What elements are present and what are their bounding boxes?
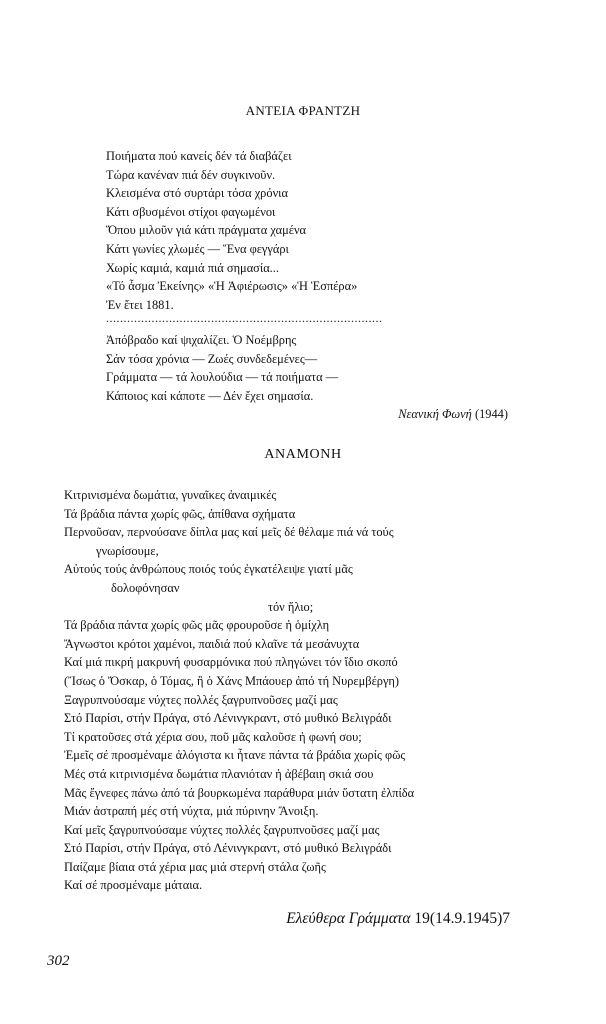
verse-line: Καί σέ προσμέναμε μάταια. bbox=[64, 878, 203, 893]
verse-line: δολοφόνησαν bbox=[111, 580, 180, 595]
page-number: 302 bbox=[47, 953, 70, 969]
poem1-stanza-1 bbox=[106, 147, 357, 314]
poem1-source bbox=[398, 407, 508, 422]
verse-line: Παίζαμε βίαια στά χέρια μας μιά στερνή στάλα ζωῆς bbox=[64, 859, 326, 874]
verse-line: Ὅπου μιλοῦν γιά κάτι πράγματα χαμένα bbox=[106, 223, 307, 238]
verse-line: Κάποιος καί κάποτε — Δέν ἔχει σημασία. bbox=[106, 388, 314, 403]
verse-line: Τά βράδια πάντα χωρίς φῶς μᾶς φρουροῦσε ἡ ὁμίχλη bbox=[64, 618, 330, 633]
poem1-stanza-2 bbox=[106, 331, 338, 405]
source-issue: 19(14.9.1945)7 bbox=[414, 910, 510, 927]
verse-line: Ἀπόβραδο καί ψιχαλίζει. Ὁ Νοέμβρης bbox=[106, 333, 297, 347]
verse-line: Σάν τόσα χρόνια — Ζωές συνδεδεμένες— bbox=[106, 351, 318, 366]
poem-title-anamoni: ΑΝΑΜΟΝΗ bbox=[264, 447, 342, 462]
verse-line: Στό Παρίσι, στήν Πράγα, στό Λένινγκραντ, στό μυθικό Βελιγράδι bbox=[64, 711, 392, 726]
verse-line: (Ἴσως ὁ Ὄσκαρ, ὁ Τόμας, ἢ ὁ Χάνς Μπάουερ ἀπό τή Νυρεμβέργη) bbox=[64, 673, 400, 688]
verse-line: Τά βράδια πάντα χωρίς φῶς, ἀπίθανα σχήματα bbox=[64, 506, 296, 521]
verse-line: Αὐτούς τούς ἀνθρώπους ποιός τούς ἐγκατέλειψε γιατί μᾶς bbox=[64, 562, 353, 577]
verse-line: Καί μιά πικρή μακρυνή φυσαρμόνικα πού πληγώνει τόν ἴδιο σκοπό bbox=[64, 655, 398, 670]
verse-line: Περνοῦσαν, περνούσανε δίπλα μας καί μεῖς δέ θέλαμε πιά νά τούς bbox=[64, 525, 394, 540]
verse-line: Γράμματα — τά λουλούδια — τά ποιήματα — bbox=[106, 370, 339, 385]
poem2-body bbox=[64, 486, 414, 895]
source-year: (1944) bbox=[474, 407, 508, 421]
verse-line: Τώρα κανέναν πιά δέν συγκινοῦν. bbox=[106, 167, 276, 182]
verse-line: Μές στά κιτρινισμένα δωμάτια πλανιόταν ἡ ἀβέβαιη σκιά σου bbox=[64, 766, 374, 781]
poem-title-anteia-frantzi: ΑΝΤΕΙΑ ΦΡΑΝΤΖΗ bbox=[245, 103, 361, 118]
verse-line: Ἐμεῖς σέ προσμέναμε ἀλόγιστα κι ἦτανε πάντα τά βράδια χωρίς φῶς bbox=[64, 748, 406, 763]
verse-line: Κιτρινισμένα δωμάτια, γυναῖκες ἀναιμικές bbox=[64, 488, 277, 502]
source-journal: Νεανική Φωνή bbox=[398, 407, 472, 421]
ellipsis-separator: ............................................................................... bbox=[106, 311, 383, 325]
verse-line: Ποιήματα πού κανείς δέν τά διαβάζει bbox=[106, 149, 292, 163]
verse-line: Μᾶς ἔγνεφες πάνω ἀπό τά βουρκωμένα παράθυρα μιάν ὕστατη ἐλπίδα bbox=[64, 785, 415, 800]
verse-line: «Τό ἆσμα Ἐκείνης» «Ἡ Ἀφιέρωσις» «Ἡ Ἑσπέρα» bbox=[106, 279, 358, 294]
poem2-source bbox=[286, 910, 510, 928]
verse-line: Χωρίς καμιά, καμιά πιά σημασία... bbox=[106, 260, 279, 275]
verse-line: Καί μεῖς ξαγρυπνούσαμε νύχτες πολλές ξαγρυπνοῦσες μαζί μας bbox=[64, 822, 380, 837]
verse-line: Ἐν ἔτει 1881. bbox=[106, 297, 174, 312]
verse-line: Μιάν ἀστραπή μές στή νύχτα, μιά πύρινην Ἄνοιξη. bbox=[64, 804, 319, 819]
source-journal: Ελεύθερα Γράμματα bbox=[286, 910, 411, 927]
verse-line: Τί κρατοῦσες στά χέρια σου, ποῦ μᾶς καλοῦσε ἡ φωνή σου; bbox=[64, 729, 362, 744]
verse-line: Κάτι σβυσμένοι στίχοι φαγωμένοι bbox=[106, 204, 276, 219]
verse-line: Ξαγρυπνούσαμε νύχτες πολλές ξαγρυπνοῦσες μαζί μας bbox=[64, 692, 338, 707]
verse-line: Ἄγνωστοι κρότοι χαμένοι, παιδιά πού κλαῖνε τά μεσάνυχτα bbox=[64, 636, 360, 651]
verse-line: Κάτι γωνίες χλωμές — Ἕνα φεγγάρι bbox=[106, 241, 289, 256]
verse-line: Στό Παρίσι, στήν Πράγα, στό Λένινγκραντ, στό μυθικό Βελιγράδι bbox=[64, 841, 392, 856]
verse-line: Κλεισμένα στό συρτάρι τόσα χρόνια bbox=[106, 186, 288, 201]
verse-line: τόν ἥλιο; bbox=[268, 599, 314, 614]
verse-line: γνωρίσουμε, bbox=[96, 543, 159, 558]
